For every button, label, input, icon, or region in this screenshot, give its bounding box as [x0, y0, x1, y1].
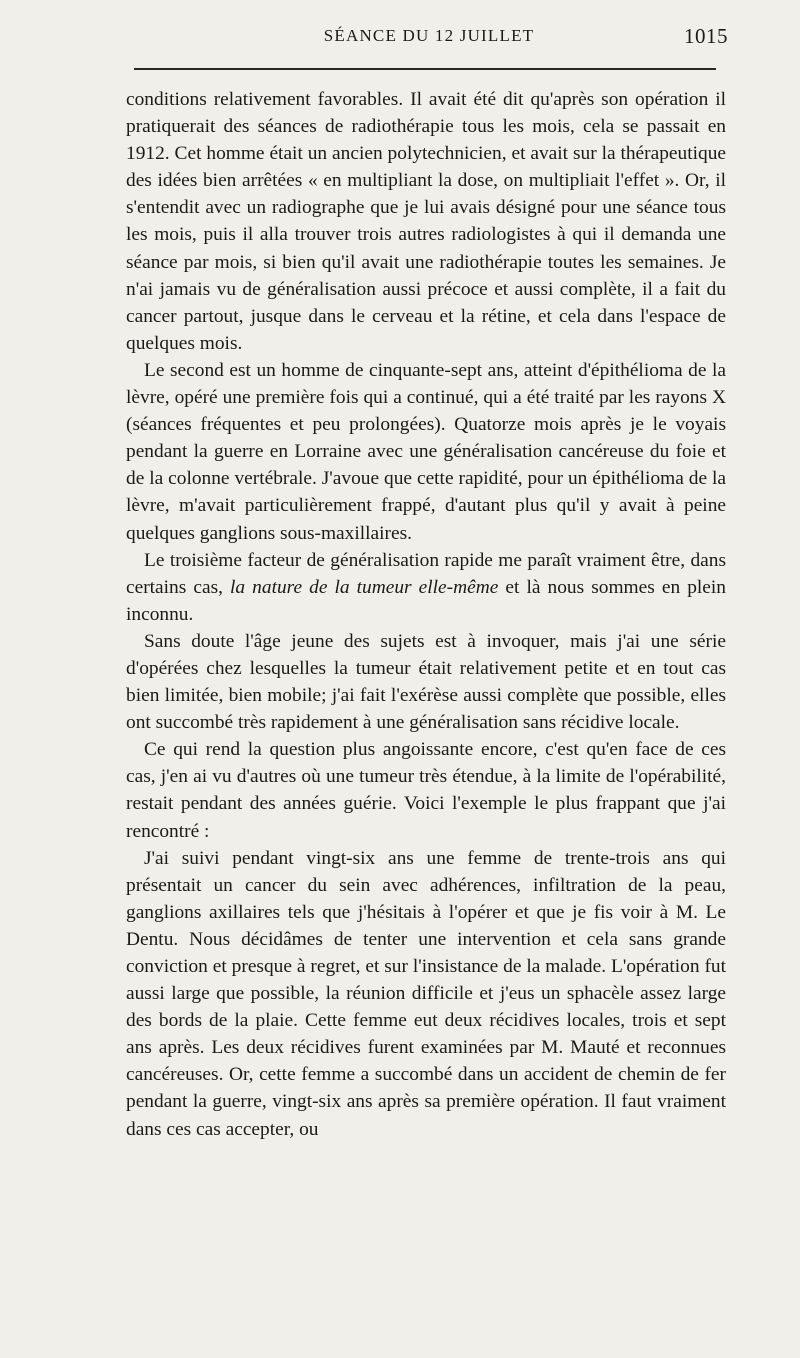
- paragraph-question: Ce qui rend la question plus angoissante encore, c'est qu'en face de ces cas, j'en ai vu d'autres où une tumeur très étendue, à la limite de l'opérabilité, restait pendant des années guérie. Voici l'exemple le plus frappant que j'ai rencontré :: [126, 739, 726, 842]
- header-rule: [134, 68, 716, 70]
- running-head: [130, 26, 728, 50]
- paragraph-third-factor-lead: Le troisième facteur de généralisation rapide me paraît vraiment être, dans certains cas,: [126, 549, 726, 598]
- emphasized-phrase: la nature de la tumeur elle-même: [230, 576, 499, 598]
- paragraph-third-factor: [126, 547, 726, 628]
- body-text: [126, 86, 726, 1143]
- paragraph-young-age: Sans doute l'âge jeune des sujets est à invoquer, mais j'ai une série d'opérées chez lesquelles la tumeur était relativement petite et en tout cas bien limitée, bien mobile; j'ai fait l'exérèse aussi complète que possible, elles ont succombé très rapidement à une généralisation sans récidive locale.: [126, 630, 726, 734]
- paragraph-case-example: J'ai suivi pendant vingt-six ans une femme de trente-trois ans qui présentait un cancer du sein avec adhérences, infiltration de la peau, ganglions axillaires tels que j'hésitais à l'opérer et que je fis voir à M. Le Dentu. Nous décidâmes de tenter une intervention et cela sans grande conviction et presque à regret, et sur l'insistance de la malade. L'opération fut aussi large que possible, la réunion difficile et j'eus un sphacèle assez large des bords de la plaie. Cette femme eut deux récidives locales, trois et sept ans après. Les deux récidives furent examinées par M. Mauté et reconnues cancéreuses. Or, cette femme a succombé dans un accident de chemin de fer pendant la guerre, vingt-six ans après sa première opération. Il faut vraiment dans ces cas accepter, ou: [126, 847, 726, 1140]
- paragraph-continuation: conditions relativement favorables. Il avait été dit qu'après son opération il pratiquerait des séances de radiothérapie tous les mois, cela se passait en 1912. Cet homme était un ancien polytechnicien, et avait sur la thérapeutique des idées bien arrêtées « en multipliant la dose, on multipliait l'effet ». Or, il s'entendit avec un radiographe que je lui avais désigné pour une séance tous les mois, puis il alla trouver trois autres radiologistes à qui il demanda une séance par mois, si bien qu'il avait une radiothérapie toutes les semaines. Je n'ai jamais vu de généralisation aussi précoce et aussi complète, il a fait du cancer partout, jusque dans le cerveau et la rétine, et cela dans l'espace de quelques mois.: [126, 89, 726, 354]
- page-number: 1015: [684, 24, 728, 48]
- running-title: SÉANCE DU 12 JUILLET: [323, 26, 535, 45]
- paragraph-second-case: Le second est un homme de cinquante-sept ans, atteint d'épithélioma de la lèvre, opéré une première fois qui a continué, qui a été traité par les rayons X (séances fréquentes et peu prolongées). Quatorze mois après je le voyais pendant la guerre en Lorraine avec une généralisation cancéreuse du foie et de la colonne vertébrale. J'avoue que cette rapidité, pour un épithélioma de la lèvre, m'avait particulièrement frappé, d'autant plus qu'il y avait à peine quelques ganglions sous-maxillaires.: [126, 359, 726, 544]
- paragraph-third-factor-tail: et là nous sommes en plein inconnu.: [126, 576, 726, 625]
